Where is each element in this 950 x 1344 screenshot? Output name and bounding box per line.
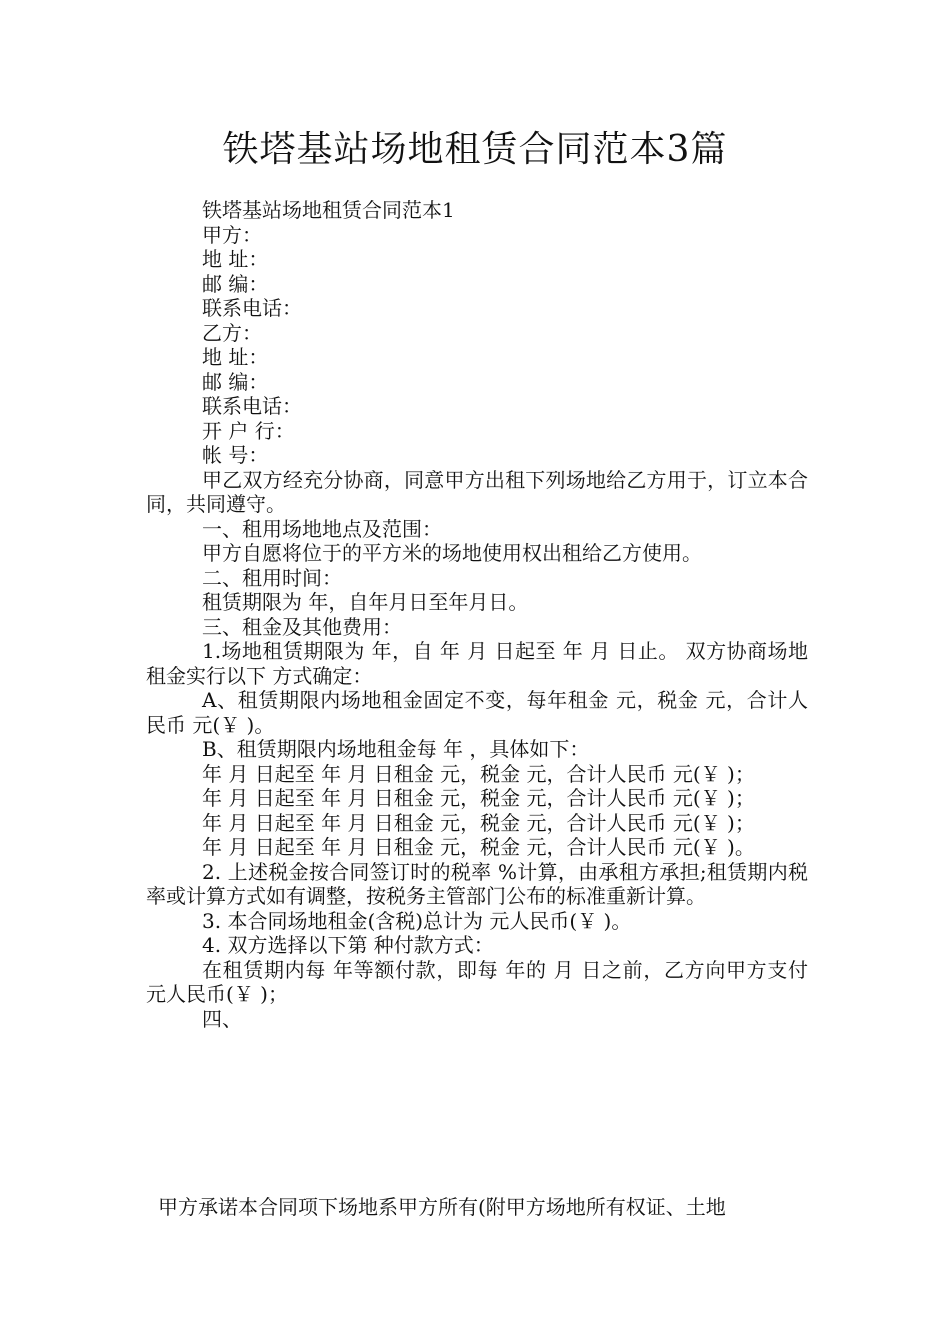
party-a-address: 地 址： bbox=[202, 247, 269, 271]
section-2-text: 租赁期限为 年，自年月日至年月日。 bbox=[202, 590, 529, 614]
rent-schedule-row: 年 月 日起至 年 月 日租金 元，税金 元，合计人民币 元(￥ )。 bbox=[202, 835, 755, 859]
section-3-item-4: 4. 双方选择以下第 种付款方式： bbox=[202, 933, 494, 957]
section-4-heading: 四、 bbox=[202, 1006, 242, 1031]
party-b-phone: 联系电话： bbox=[202, 394, 302, 418]
contract-subtitle: 铁塔基站场地租赁合同范本1 bbox=[202, 198, 455, 222]
document-title: 铁塔基站场地租赁合同范本3篇 bbox=[222, 129, 728, 170]
section-1-text: 甲方自愿将位于的平方米的场地使用权出租给乙方使用。 bbox=[202, 541, 702, 565]
section-3-option-a: A、租赁期限内场地租金固定不变，每年租金 元，税金 元，合计人民币 元(￥ )。 bbox=[146, 688, 808, 737]
party-a-phone: 联系电话： bbox=[202, 296, 302, 320]
section-2-heading: 二、租用时间： bbox=[202, 565, 342, 590]
section-1-heading: 一、租用场地地点及范围： bbox=[202, 516, 442, 541]
document-body bbox=[146, 198, 808, 1031]
section-3-payment-method: 在租赁期内每 年等额付款，即每 年的 月 日之前，乙方向甲方支付 元人民币(￥ )； bbox=[146, 957, 808, 1006]
party-b-account: 帐 号： bbox=[202, 443, 269, 467]
party-b-label: 乙方： bbox=[202, 320, 262, 345]
rent-schedule-row: 年 月 日起至 年 月 日租金 元，税金 元，合计人民币 元(￥ )； bbox=[202, 761, 755, 786]
party-b-bank: 开 户 行： bbox=[202, 418, 295, 443]
intro-paragraph: 甲乙双方经充分协商，同意甲方出租下列场地给乙方用于，订立本合同，共同遵守。 bbox=[146, 467, 808, 516]
party-b-address: 地 址： bbox=[202, 345, 269, 369]
rent-schedule-row: 年 月 日起至 年 月 日租金 元，税金 元，合计人民币 元(￥ )； bbox=[202, 786, 755, 810]
section-3-item-1: 1.场地租赁期限为 年，自 年 月 日起至 年 月 日止。 双方协商场地租金实行以下 方式确定： bbox=[146, 639, 808, 688]
rent-schedule-row: 年 月 日起至 年 月 日租金 元，税金 元，合计人民币 元(￥ )； bbox=[202, 810, 755, 835]
party-a-label: 甲方： bbox=[202, 222, 262, 247]
section-3-heading: 三、租金及其他费用： bbox=[202, 614, 402, 639]
party-a-postcode: 邮 编： bbox=[202, 271, 269, 296]
section-3-item-2: 2. 上述税金按合同签订时的税率 %计算，由承租方承担;租赁期内税率或计算方式如有调整，按税务主管部门公布的标准重新计算。 bbox=[146, 859, 808, 908]
party-b-postcode: 邮 编： bbox=[202, 369, 269, 394]
section-3-option-b: B、租赁期限内场地租金每 年 ，具体如下： bbox=[202, 737, 590, 761]
continuation-paragraph: 甲方承诺本合同项下场地系甲方所有(附甲方场地所有权证、土地 bbox=[158, 1195, 726, 1219]
section-3-item-3: 3. 本合同场地租金(含税)总计为 元人民币(￥ )。 bbox=[202, 908, 632, 933]
